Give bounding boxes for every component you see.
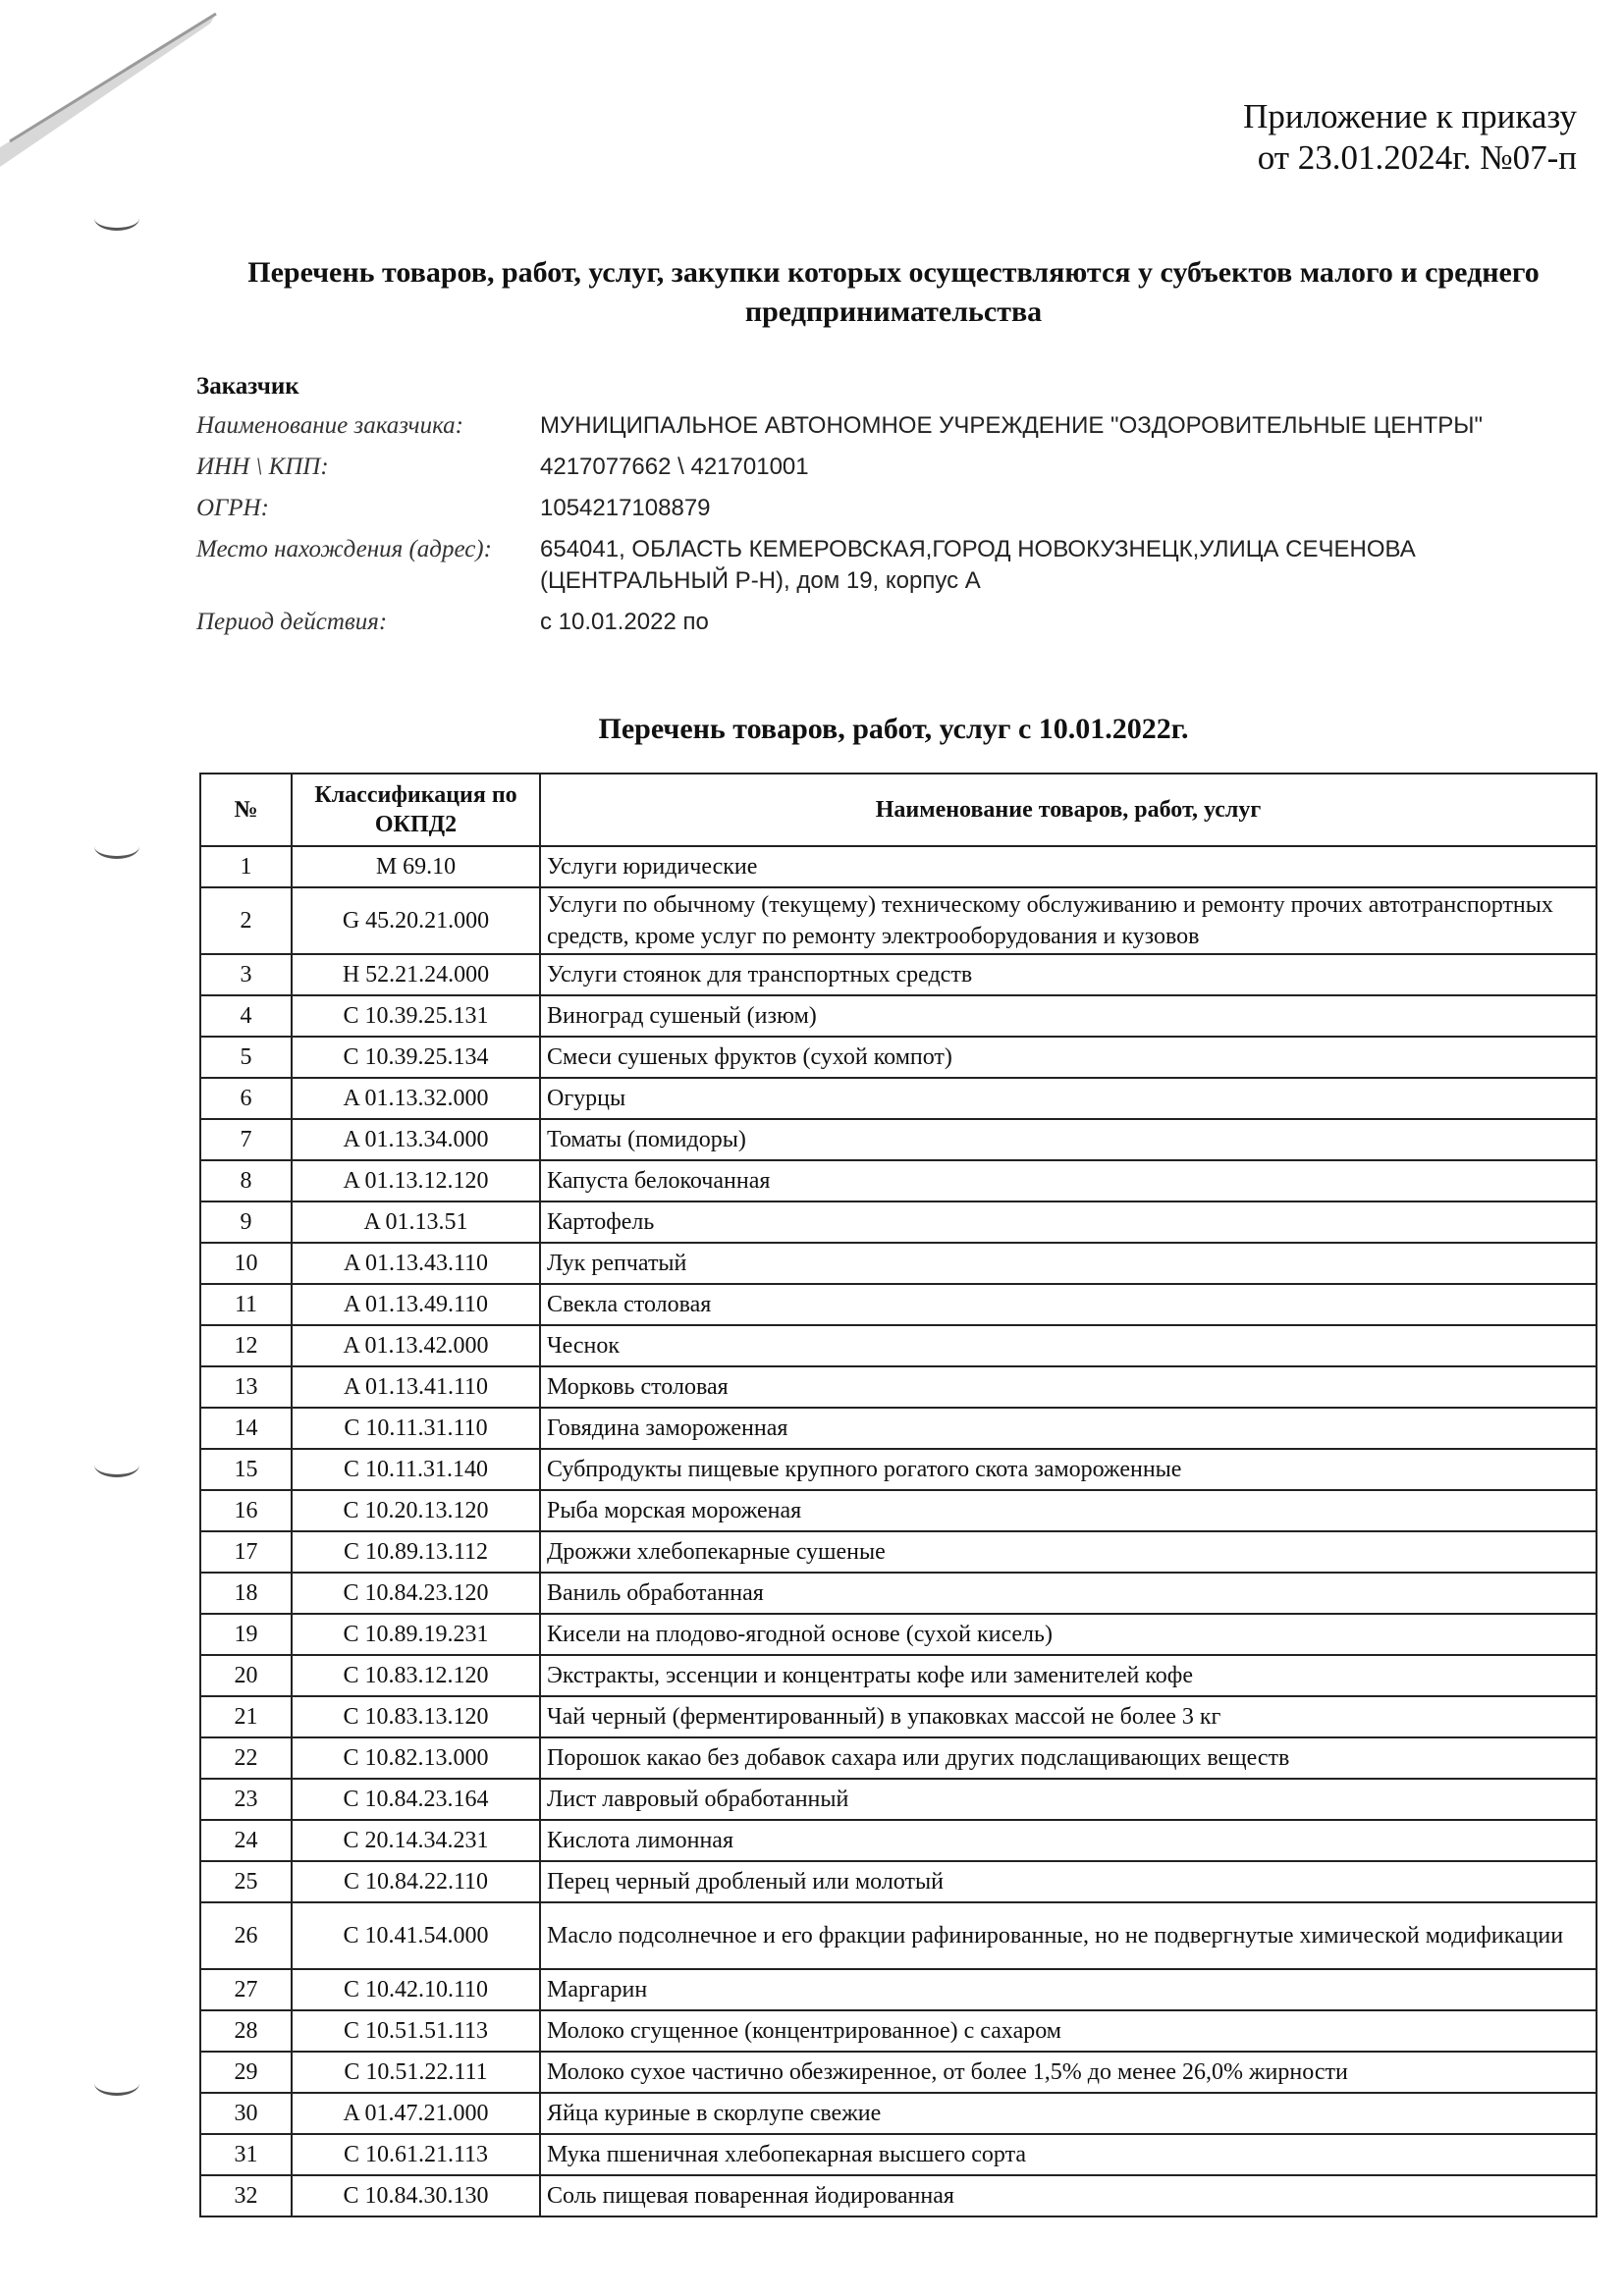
row-number: 5 — [200, 1037, 292, 1078]
appendix-line-1: Приложение к приказу — [1243, 97, 1577, 135]
row-item-name: Чеснок — [540, 1325, 1597, 1366]
row-number: 24 — [200, 1820, 292, 1861]
table-row — [200, 1037, 1597, 1078]
row-number: 30 — [200, 2093, 292, 2134]
table-row — [200, 2093, 1597, 2134]
row-number: 29 — [200, 2052, 292, 2093]
inn-kpp-row — [196, 452, 1591, 483]
row-item-name: Лук репчатый — [540, 1243, 1597, 1284]
binder-hole-mark — [94, 206, 139, 231]
list-title: Перечень товаров, работ, услуг с 10.01.2022г. — [598, 713, 1189, 745]
row-okpd2-code: A 01.13.51 — [292, 1201, 540, 1243]
row-item-name: Экстракты, эссенции и концентраты кофе или заменителей кофе — [540, 1655, 1597, 1696]
document-title: Перечень товаров, работ, услуг, закупки которых осуществляются у субъектов малого и среднего предпринимательства — [247, 256, 1540, 328]
row-item-name: Маргарин — [540, 1969, 1597, 2010]
table-row — [200, 1655, 1597, 1696]
table-row — [200, 1449, 1597, 1490]
table-row — [200, 1119, 1597, 1160]
row-number: 23 — [200, 1779, 292, 1820]
row-okpd2-code: A 01.13.32.000 — [292, 1078, 540, 1119]
table-row — [200, 1696, 1597, 1737]
inn-kpp-label: ИНН \ КПП: — [196, 454, 329, 480]
row-okpd2-code: A 01.13.12.120 — [292, 1160, 540, 1201]
row-okpd2-code: C 10.84.23.164 — [292, 1779, 540, 1820]
row-item-name: Говядина замороженная — [540, 1408, 1597, 1449]
binder-hole-mark — [94, 1453, 139, 1477]
table-row — [200, 1284, 1597, 1325]
row-okpd2-code: C 10.89.13.112 — [292, 1531, 540, 1573]
row-okpd2-code: C 10.84.22.110 — [292, 1861, 540, 1902]
row-number: 7 — [200, 1119, 292, 1160]
customer-name-value: МУНИЦИПАЛЬНОЕ АВТОНОМНОЕ УЧРЕЖДЕНИЕ "ОЗДОРОВИТЕЛЬНЫЕ ЦЕНТРЫ" — [540, 412, 1484, 439]
table-row — [200, 1325, 1597, 1366]
row-item-name: Томаты (помидоры) — [540, 1119, 1597, 1160]
row-item-name: Яйца куриные в скорлупе свежие — [540, 2093, 1597, 2134]
row-number: 13 — [200, 1366, 292, 1408]
row-number: 28 — [200, 2010, 292, 2052]
table-header-row — [200, 774, 1597, 846]
inn-kpp-value: 4217077662 \ 421701001 — [540, 454, 809, 480]
row-item-name: Мука пшеничная хлебопекарная высшего сорта — [540, 2134, 1597, 2175]
ogrn-row — [196, 493, 1591, 524]
row-item-name: Свекла столовая — [540, 1284, 1597, 1325]
period-value: с 10.01.2022 по — [540, 609, 709, 635]
table-row — [200, 2052, 1597, 2093]
row-number: 31 — [200, 2134, 292, 2175]
row-number: 11 — [200, 1284, 292, 1325]
row-okpd2-code: A 01.13.49.110 — [292, 1284, 540, 1325]
row-item-name: Дрожжи хлебопекарные сушеные — [540, 1531, 1597, 1573]
row-okpd2-code: H 52.21.24.000 — [292, 954, 540, 995]
appendix-line-2: от 23.01.2024г. №07-п — [1257, 138, 1577, 177]
row-item-name: Перец черный дробленый или молотый — [540, 1861, 1597, 1902]
binder-hole-mark — [94, 2071, 139, 2096]
period-label: Период действия: — [196, 609, 388, 635]
row-number: 6 — [200, 1078, 292, 1119]
row-number: 20 — [200, 1655, 292, 1696]
customer-name-label: Наименование заказчика: — [196, 412, 464, 439]
row-number: 9 — [200, 1201, 292, 1243]
table-row — [200, 995, 1597, 1037]
address-value: 654041, ОБЛАСТЬ КЕМЕРОВСКАЯ,ГОРОД НОВОКУЗНЕЦК,УЛИЦА СЕЧЕНОВА (ЦЕНТРАЛЬНЫЙ Р-Н), дом 19, корпус А — [540, 536, 1416, 594]
row-okpd2-code: A 01.13.42.000 — [292, 1325, 540, 1366]
row-item-name: Ваниль обработанная — [540, 1573, 1597, 1614]
row-number: 22 — [200, 1737, 292, 1779]
row-okpd2-code: C 20.14.34.231 — [292, 1820, 540, 1861]
row-number: 26 — [200, 1902, 292, 1969]
row-number: 2 — [200, 887, 292, 954]
row-item-name: Чай черный (ферментированный) в упаковках массой не более 3 кг — [540, 1696, 1597, 1737]
binder-hole-mark — [94, 834, 139, 859]
ogrn-value: 1054217108879 — [540, 495, 711, 521]
row-okpd2-code: C 10.89.19.231 — [292, 1614, 540, 1655]
row-okpd2-code: C 10.51.51.113 — [292, 2010, 540, 2052]
row-okpd2-code: C 10.84.23.120 — [292, 1573, 540, 1614]
table-row — [200, 2175, 1597, 2216]
row-item-name: Порошок какао без добавок сахара или других подслащивающих веществ — [540, 1737, 1597, 1779]
row-item-name: Услуги по обычному (текущему) техническому обслуживанию и ремонту прочих автотранспортных средств, кроме услуг по ремонту электрооборудования и кузовов — [540, 887, 1597, 954]
row-okpd2-code: M 69.10 — [292, 846, 540, 887]
row-item-name: Молоко сгущенное (концентрированное) с сахаром — [540, 2010, 1597, 2052]
column-header-name: Наименование товаров, работ, услуг — [540, 774, 1597, 846]
row-item-name: Услуги юридические — [540, 846, 1597, 887]
table-row — [200, 1737, 1597, 1779]
table-row — [200, 1573, 1597, 1614]
row-okpd2-code: C 10.11.31.110 — [292, 1408, 540, 1449]
column-header-number: № — [200, 774, 292, 846]
row-number: 1 — [200, 846, 292, 887]
table-row — [200, 1490, 1597, 1531]
row-okpd2-code: C 10.51.22.111 — [292, 2052, 540, 2093]
table-row — [200, 1160, 1597, 1201]
row-item-name: Молоко сухое частично обезжиренное, от более 1,5% до менее 26,0% жирности — [540, 2052, 1597, 2093]
row-item-name: Услуги стоянок для транспортных средств — [540, 954, 1597, 995]
customer-name-row — [196, 410, 1591, 442]
table-row — [200, 1969, 1597, 2010]
customer-heading: Заказчик — [196, 373, 299, 400]
row-okpd2-code: C 10.42.10.110 — [292, 1969, 540, 2010]
row-number: 16 — [200, 1490, 292, 1531]
row-item-name: Масло подсолнечное и его фракции рафинированные, но не подвергнутые химической модификации — [540, 1902, 1597, 1969]
row-number: 25 — [200, 1861, 292, 1902]
row-okpd2-code: C 10.61.21.113 — [292, 2134, 540, 2175]
row-okpd2-code: A 01.13.34.000 — [292, 1119, 540, 1160]
row-number: 18 — [200, 1573, 292, 1614]
table-row — [200, 1078, 1597, 1119]
row-item-name: Виноград сушеный (изюм) — [540, 995, 1597, 1037]
table-row — [200, 1902, 1597, 1969]
row-number: 17 — [200, 1531, 292, 1573]
row-okpd2-code: C 10.39.25.131 — [292, 995, 540, 1037]
row-okpd2-code: C 10.83.13.120 — [292, 1696, 540, 1737]
row-okpd2-code: C 10.20.13.120 — [292, 1490, 540, 1531]
period-row — [196, 607, 1591, 638]
row-okpd2-code: C 10.39.25.134 — [292, 1037, 540, 1078]
row-number: 3 — [200, 954, 292, 995]
row-number: 10 — [200, 1243, 292, 1284]
row-number: 32 — [200, 2175, 292, 2216]
table-row — [200, 1201, 1597, 1243]
row-item-name: Смеси сушеных фруктов (сухой компот) — [540, 1037, 1597, 1078]
table-row — [200, 954, 1597, 995]
row-okpd2-code: C 10.83.12.120 — [292, 1655, 540, 1696]
appendix-reference — [1243, 96, 1577, 179]
table-row — [200, 1366, 1597, 1408]
table-row — [200, 1614, 1597, 1655]
row-item-name: Капуста белокочанная — [540, 1160, 1597, 1201]
row-item-name: Морковь столовая — [540, 1366, 1597, 1408]
table-row — [200, 2010, 1597, 2052]
row-number: 21 — [200, 1696, 292, 1737]
table-row — [200, 1861, 1597, 1902]
row-number: 19 — [200, 1614, 292, 1655]
row-item-name: Субпродукты пищевые крупного рогатого скота замороженные — [540, 1449, 1597, 1490]
row-okpd2-code: A 01.47.21.000 — [292, 2093, 540, 2134]
table-row — [200, 1779, 1597, 1820]
table-row — [200, 846, 1597, 887]
row-number: 15 — [200, 1449, 292, 1490]
row-item-name: Кислота лимонная — [540, 1820, 1597, 1861]
scan-corner-shadow — [0, 0, 226, 167]
row-number: 12 — [200, 1325, 292, 1366]
table-row — [200, 1243, 1597, 1284]
row-okpd2-code: C 10.82.13.000 — [292, 1737, 540, 1779]
row-okpd2-code: G 45.20.21.000 — [292, 887, 540, 954]
table-row — [200, 1408, 1597, 1449]
table-row — [200, 887, 1597, 954]
row-okpd2-code: C 10.11.31.140 — [292, 1449, 540, 1490]
ogrn-label: ОГРН: — [196, 495, 269, 521]
table-body — [200, 846, 1597, 2216]
table-row — [200, 1531, 1597, 1573]
row-number: 14 — [200, 1408, 292, 1449]
column-header-okpd2: Классификация по ОКПД2 — [292, 774, 540, 846]
row-okpd2-code: C 10.84.30.130 — [292, 2175, 540, 2216]
row-okpd2-code: A 01.13.43.110 — [292, 1243, 540, 1284]
row-item-name: Кисели на плодово-ягодной основе (сухой кисель) — [540, 1614, 1597, 1655]
table-row — [200, 1820, 1597, 1861]
goods-table — [199, 773, 1597, 2217]
row-item-name: Рыба морская мороженая — [540, 1490, 1597, 1531]
row-item-name: Лист лавровый обработанный — [540, 1779, 1597, 1820]
address-label: Место нахождения (адрес): — [196, 536, 492, 562]
row-number: 8 — [200, 1160, 292, 1201]
row-number: 4 — [200, 995, 292, 1037]
table-row — [200, 2134, 1597, 2175]
row-okpd2-code: A 01.13.41.110 — [292, 1366, 540, 1408]
row-item-name: Огурцы — [540, 1078, 1597, 1119]
row-item-name: Соль пищевая поваренная йодированная — [540, 2175, 1597, 2216]
address-row — [196, 534, 1591, 597]
row-number: 27 — [200, 1969, 292, 2010]
customer-section — [196, 373, 1591, 648]
row-item-name: Картофель — [540, 1201, 1597, 1243]
row-okpd2-code: C 10.41.54.000 — [292, 1902, 540, 1969]
